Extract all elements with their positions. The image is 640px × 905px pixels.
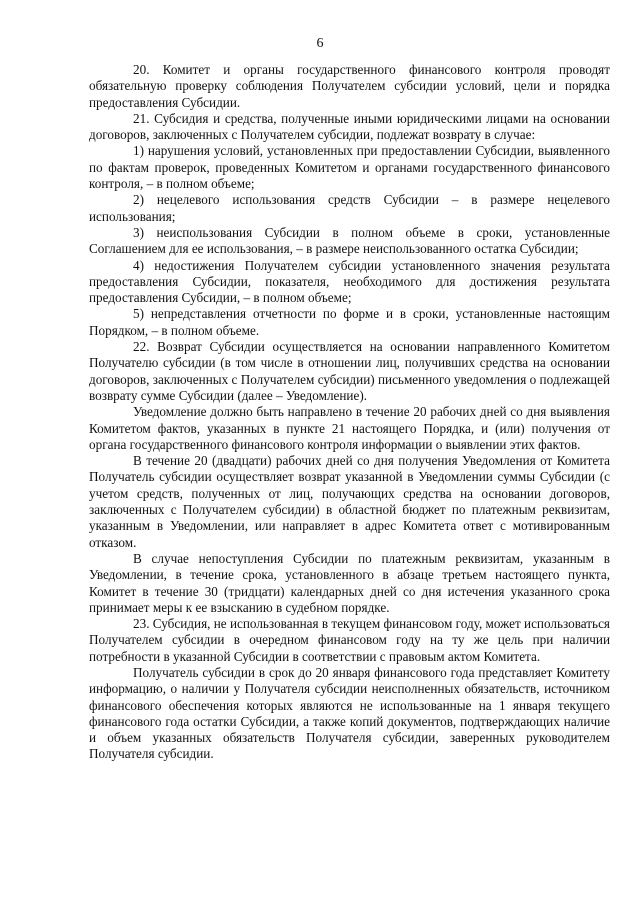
list-item-5: 5) непредставления отчетности по форме и в сроки, установленные настоящим Порядком, – в полном объеме. bbox=[89, 306, 610, 338]
paragraph-21: 21. Субсидия и средства, полученные иными юридическими лицами на основании договоров, заключенных с Получателем субсидии, подлежат возврату в случае: bbox=[89, 110, 610, 143]
paragraph-22-refund-term: В течение 20 (двадцати) рабочих дней со дня получения Уведомления от Комитета Получатель субсидии осуществляет возврат указанной в Уведомлении суммы Субсидии (с учетом средств, полученных от лиц, получающих средства на основании договоров, заключенных с Получателем субсидии) в областной бюджет по платежным реквизитам, указанным в Уведомлении, или направляет в адрес Комитета ответ с мотивированным отказом. bbox=[89, 453, 610, 550]
document-body bbox=[89, 62, 610, 763]
paragraph-23: 23. Субсидия, не использованная в текущем финансовом году, может использоваться Получателем субсидии в очередном финансовом году на ту же цель при наличии потребности в указанной Субсидии в соответствии с правовым актом Комитета. bbox=[89, 616, 610, 664]
paragraph-20: 20. Комитет и органы государственного финансового контроля проводят обязательную проверку соблюдения Получателем субсидии условий, цели и порядка предоставления Субсидии. bbox=[89, 62, 610, 110]
list-item-4: 4) недостижения Получателем субсидии установленного значения результата предоставления Субсидии, показателя, необходимого для достижения результата предоставления Субсидии, – в полном объеме; bbox=[89, 257, 610, 306]
paragraph-22: 22. Возврат Субсидии осуществляется на основании направленного Комитетом Получателю субсидии (в том числе в отношении лиц, получивших средства на основании договоров, заключенных с Получателем субсидии) письменного уведомления о подлежащей возврату сумме Субсидии (далее – Уведомление). bbox=[89, 339, 610, 403]
paragraph-23-reporting: Получатель субсидии в срок до 20 января финансового года представляет Комитету информацию, о наличии у Получателя субсидии неисполненных обязательств, источником финансового обеспечения которых являются не использованные на 1 января текущего финансового года остатки Субсидии, а также копий документов, подтверждающих наличие и объем указанных обязательств Получателя субсидии, заверенных руководителем Получателя субсидии. bbox=[89, 664, 610, 762]
paragraph-22-notice-deadline: Уведомление должно быть направлено в течение 20 рабочих дней со дня выявления Комитетом фактов, указанных в пункте 21 настоящего Порядка, и (или) получения от органа государственного финансового контроля информации о выявлении этих фактов. bbox=[89, 404, 610, 452]
list-item-2: 2) нецелевого использования средств Субсидии – в размере нецелевого использования; bbox=[89, 192, 610, 224]
list-item-3: 3) неиспользования Субсидии в полном объеме в сроки, установленные Соглашением для ее использования, – в размере неиспользованного остатка Субсидии; bbox=[89, 224, 610, 257]
page-number: 6 bbox=[316, 36, 324, 51]
paragraph-22-recovery: В случае непоступления Субсидии по платежным реквизитам, указанным в Уведомлении, в течение срока, установленного в абзаце третьем настоящего пункта, Комитет в течение 30 (тридцати) календарных дней со дня истечения указанного срока принимает меры к ее взысканию в судебном порядке. bbox=[89, 550, 610, 615]
list-item-1: 1) нарушения условий, установленных при предоставлении Субсидии, выявленного по фактам проверок, проведенных Комитетом и органами государственного финансового контроля, – в полном объеме; bbox=[89, 143, 610, 192]
